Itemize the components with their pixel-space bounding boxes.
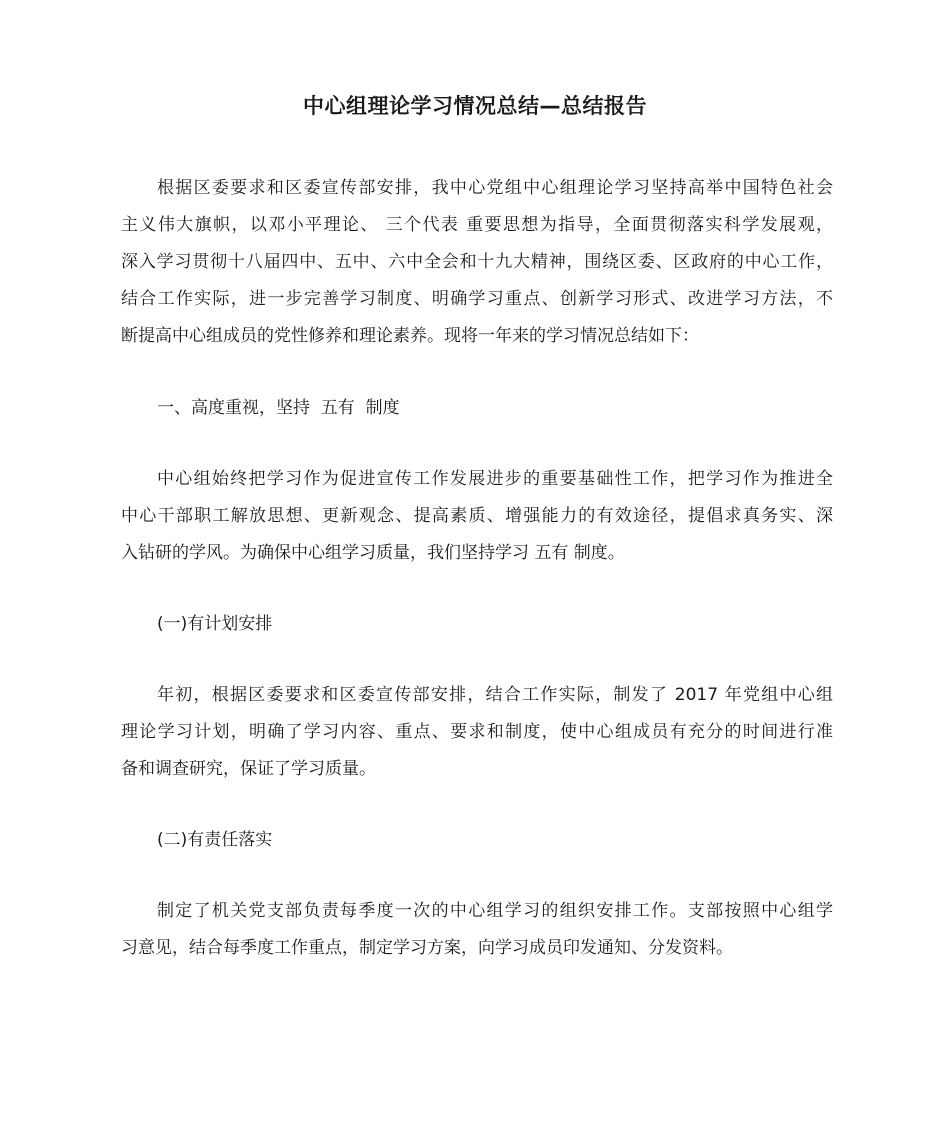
paragraph-line: 入钻研的学风。为确保中心组学习质量，我们坚持学习 五有 制度。 xyxy=(121,543,625,563)
paragraph-line: 制定了机关党支部负责每季度一次的中心组学习的组织安排工作。支部按照中心组学 xyxy=(157,901,833,921)
paragraph-line: 根据区委要求和区委宣传部安排，我中心党组中心组理论学习坚持高举中国特色社会 xyxy=(157,178,833,198)
subsection-2-paragraph xyxy=(121,893,833,967)
subsection-2-heading: (二)有责任落实 xyxy=(157,830,273,850)
document-title: 中心组理论学习情况总结—总结报告 xyxy=(303,94,647,118)
paragraph-line: 结合工作实际，进一步完善学习制度、明确学习重点、创新学习形式、改进学习方法，不 xyxy=(121,289,833,309)
section-1-paragraph xyxy=(121,461,833,572)
paragraph-line: 年初，根据区委要求和区委宣传部安排，结合工作实际，制发了 2017 年党组中心组 xyxy=(157,685,833,705)
paragraph-line: 断提高中心组成员的党性修养和理论素养。现将一年来的学习情况总结如下： xyxy=(121,326,699,346)
subsection-1-heading: (一)有计划安排 xyxy=(157,614,273,634)
paragraph-line: 深入学习贯彻十八届四中、五中、六中全会和十九大精神，围绕区委、区政府的中心工作， xyxy=(121,252,833,272)
subsection-1-paragraph xyxy=(121,677,833,788)
paragraph-line: 备和调查研究，保证了学习质量。 xyxy=(121,759,376,779)
paragraph-line: 中心干部职工解放思想、更新观念、提高素质、增强能力的有效途径，提倡求真务实、深 xyxy=(121,506,833,526)
intro-paragraph xyxy=(121,170,833,355)
paragraph-line: 中心组始终把学习作为促进宣传工作发展进步的重要基础性工作，把学习作为推进全 xyxy=(157,469,833,489)
paragraph-line: 理论学习计划，明确了学习内容、重点、要求和制度，使中心组成员有充分的时间进行准 xyxy=(121,722,833,742)
paragraph-line: 主义伟大旗帜，以邓小平理论、 三个代表 重要思想为指导，全面贯彻落实科学发展观， xyxy=(121,215,833,235)
paragraph-line: 习意见，结合每季度工作重点，制定学习方案，向学习成员印发通知、分发资料。 xyxy=(121,938,733,958)
section-1-heading: 一、高度重视，坚持 五有 制度 xyxy=(157,398,400,418)
